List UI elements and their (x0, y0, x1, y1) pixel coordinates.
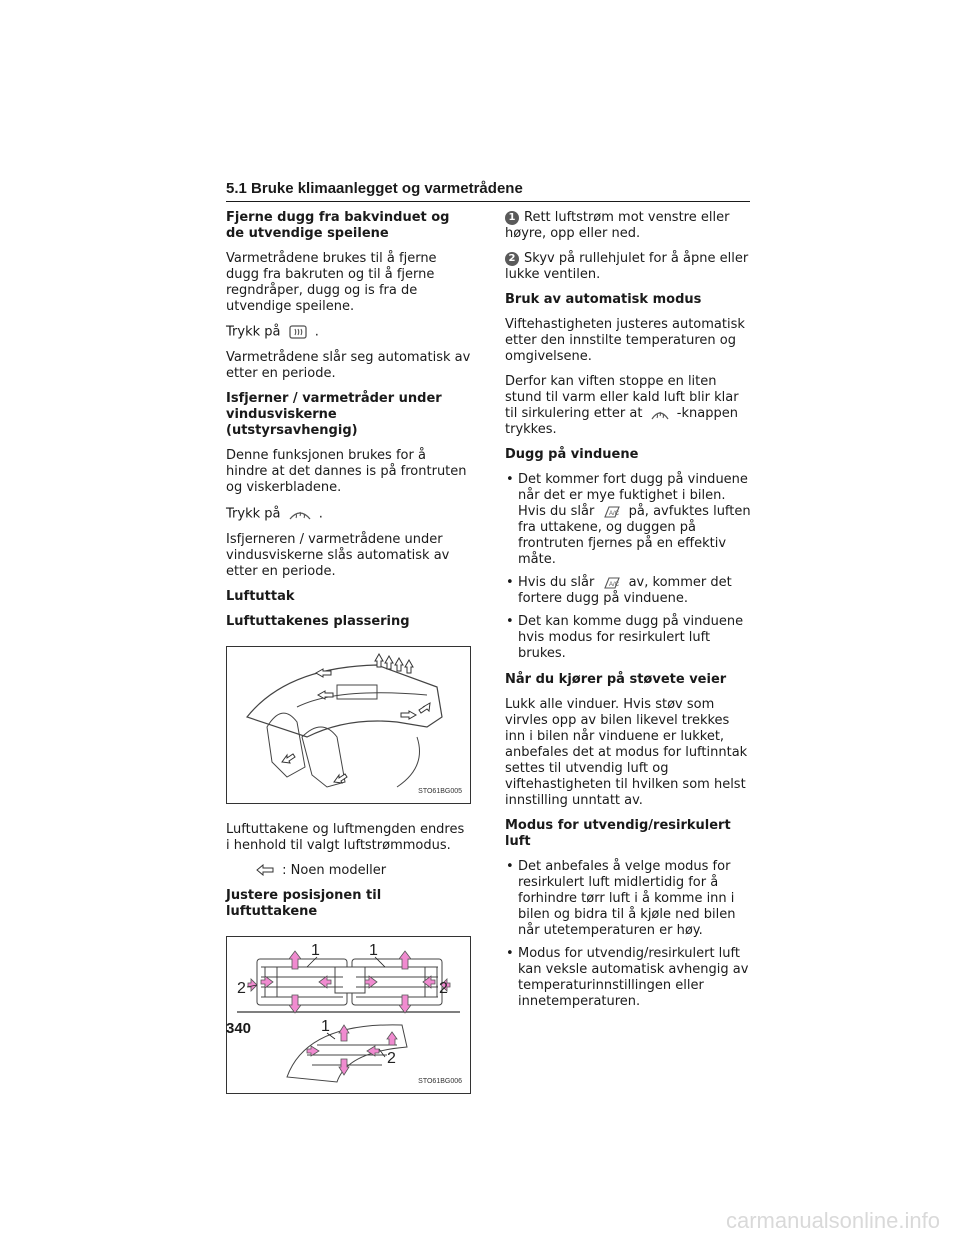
outline-arrow-icon (255, 864, 275, 876)
vent-illustration (227, 937, 470, 1093)
svg-text:A/C: A/C (609, 581, 620, 588)
paragraph: Luftuttakene og luftmengden endres i henhold til valgt luftstrømmodus. (226, 821, 465, 853)
figure-code: STO61BG006 (418, 1077, 462, 1085)
section-title: 5.1 Bruke klimaanlegget og varmetrådene (226, 180, 523, 197)
step-number-badge: 1 (505, 211, 519, 225)
press-rear-defogger: Trykk på . (226, 324, 319, 340)
callout-2: 2 (237, 979, 246, 997)
step-1: 1 Rett luftstrøm mot venstre eller høyre, opp eller ned. (505, 210, 730, 241)
callout-1: 1 (321, 1017, 330, 1035)
wiper-deicer-icon (288, 505, 312, 523)
bullet-item: • Det kan komme dugg på vinduene hvis modus for resirkulert luft brukes. (505, 614, 753, 662)
left-column (226, 210, 471, 1112)
press-wiper-deicer: Trykk på . (226, 506, 323, 521)
figure-code: STO61BG005 (418, 787, 462, 795)
callout-1: 1 (369, 941, 378, 959)
bullet-item: • Modus for utvendig/resirkulert luft kan veksle automatisk avhengig av temperaturinnstillingen eller innetemperaturen. (505, 946, 753, 1010)
heading-auto-mode: Bruk av automatisk modus (505, 292, 702, 307)
heading-adjust-outlets: Justere posisjonen til luftuttakene (226, 887, 382, 919)
section-header (226, 178, 750, 202)
paragraph: Varmetrådene brukes til å fjerne dugg fra bakruten og til å fjerne regndråper, dugg og is fra de utvendige speilene. (226, 251, 437, 314)
bullet-item: • Det kommer fort dugg på vinduene når det er mye fuktighet i bilen. Hvis du slår A/C på, avfuktes luften fra uttakene, og duggen på frontruten fjernes på en effektiv måte. (505, 472, 753, 568)
ac-icon (601, 505, 621, 519)
paragraph: Viftehastigheten justeres automatisk etter den innstilte temperaturen og omgivelsene. (505, 317, 745, 364)
defroster-icon (650, 407, 670, 421)
heading-recirc-mode: Modus for utvendig/resirkulert luft (505, 818, 731, 849)
callout-2: 2 (387, 1049, 396, 1067)
heading-wiper-deicer: Isfjerner / varmetråder under vindusviskerne (utstyrsavhengig) (226, 390, 442, 438)
bullet-item: • Hvis du slår A/C av, kommer det fortere dugg på vinduene. (505, 575, 753, 607)
step-number-badge: 2 (505, 252, 519, 266)
watermark: carmanualsonline.info (725, 1208, 940, 1233)
paragraph-auto-button: Derfor kan viften stoppe en liten stund til varm eller kald luft blir klar til sirkulering etter at -knappen trykkes. (505, 374, 739, 437)
heading-dusty-roads: Når du kjører på støvete veier (505, 672, 727, 687)
callout-1: 1 (311, 941, 320, 959)
svg-text:A/C: A/C (609, 510, 620, 517)
right-column (505, 210, 753, 1017)
step-2: 2 Skyv på rullehjulet for å åpne eller lukke ventilen. (505, 251, 749, 282)
rear-defogger-icon (288, 324, 308, 340)
ac-icon (601, 576, 621, 590)
paragraph: Varmetrådene slår seg automatisk av etter en periode. (226, 349, 471, 381)
paragraph: Isfjerneren / varmetrådene under vindusviskerne slås automatisk av etter en periode. (226, 531, 450, 579)
dashboard-vents (257, 959, 442, 1005)
figure-adjust-outlets (226, 936, 471, 1094)
bullet-item: • Det anbefales å velge modus for resirkulert luft midlertidig for å forhindre tørr luft i å komme inn i bilen og bidra til å kjøle ned bilen når utetemperaturen er høy. (505, 859, 753, 939)
figure-outlet-locations (226, 646, 471, 804)
callout-2: 2 (439, 979, 448, 997)
page-number: 340 (226, 1020, 252, 1037)
cabin-illustration (227, 647, 470, 803)
heading-outlet-locations: Luftuttakenes plassering (226, 613, 410, 629)
heading-air-outlets: Luftuttak (226, 588, 295, 604)
paragraph: Lukk alle vinduer. Hvis støv som virvles opp av bilen likevel trekkes inn i bilen når vinduene er lukket, anbefales det at modus for luftinntak settes til utvendig luft og viftehastigheten til hvilken som helst innstilling unntatt av. (505, 697, 748, 808)
paragraph: Denne funksjonen brukes for å hindre at det dannes is på frontruten og viskerbladene. (226, 447, 467, 495)
heading-window-fog: Dugg på vinduene (505, 447, 639, 462)
heading-rear-defogger: Fjerne dugg fra bakvinduet og de utvendige speilene (226, 210, 450, 241)
note-some-models: : Noen modeller (226, 863, 471, 879)
